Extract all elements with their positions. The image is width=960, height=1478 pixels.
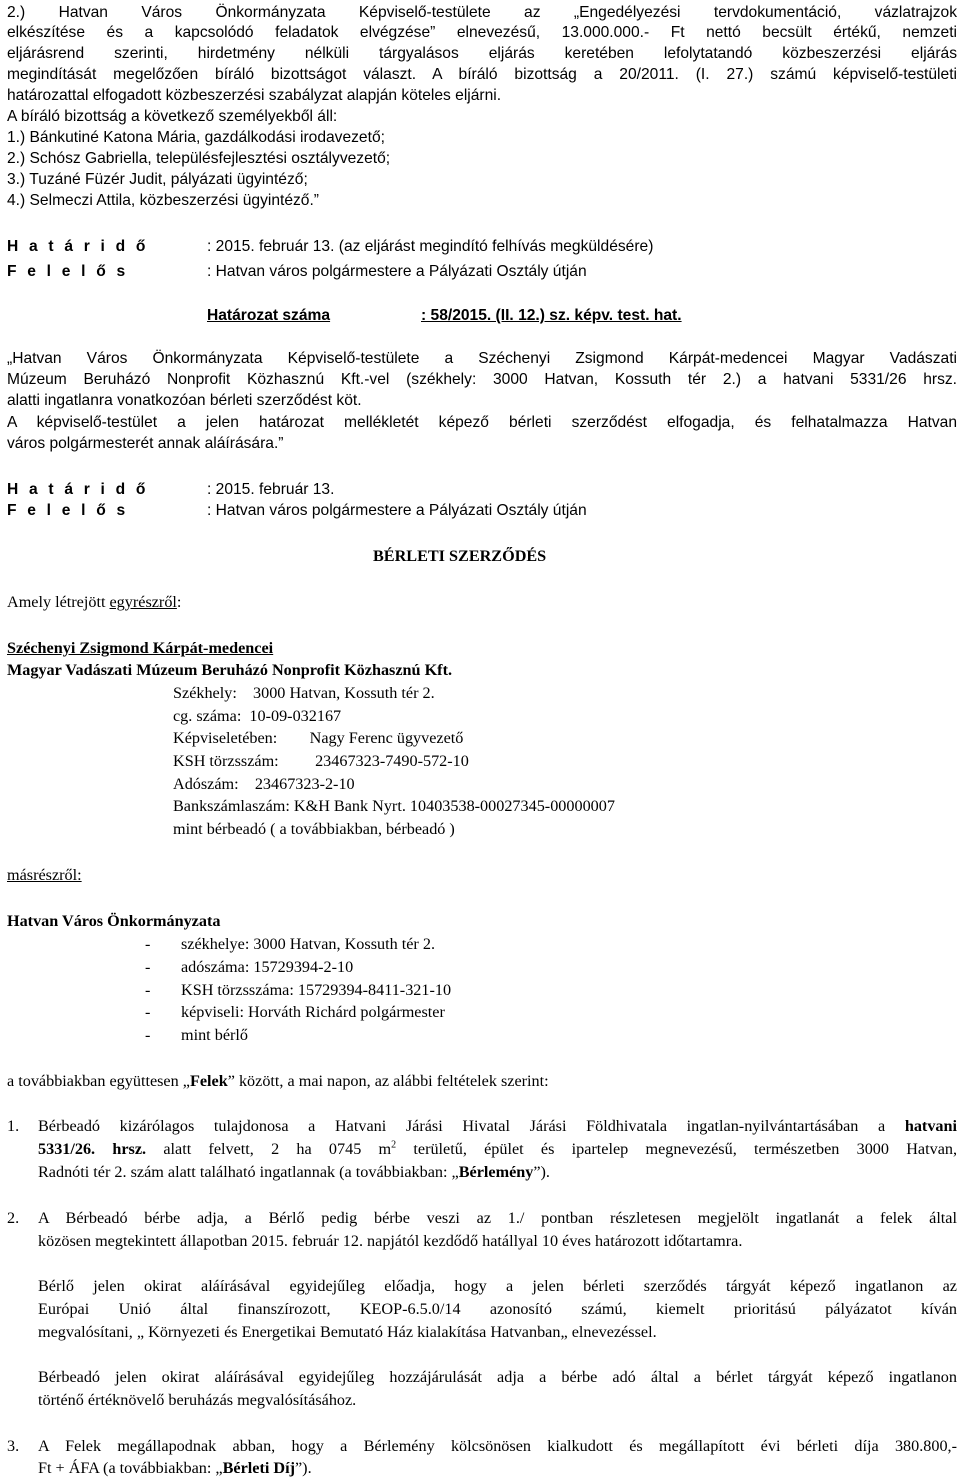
resolution-line-3: alatti ingatlanra vonatkozóan bérleti szerződést köt.	[7, 392, 362, 409]
item-3-line-1: A Felek megállapodnak abban, hogy a Bérlemény kölcsönösen kialkudott és megállapított évi bérleti díja 380.800,-	[38, 1437, 957, 1455]
committee-member-3: 3.) Tuzáné Füzér Judit, pályázati ügyintéző;	[7, 171, 308, 188]
section2-line-2: elkészítése és a kapcsolódó feladatok elvégzése” elnevezésű, 13.000.000.- Ft nettó becsült értékű, nemzeti	[7, 24, 957, 41]
resolution-line-2: Múzeum Beruházó Nonprofit Közhasznú Kft.-vel (székhely: 3000 Hatvan, Kossuth tér 2.) a hatvani 5331/26 hrsz.	[7, 371, 957, 388]
party1-ksh: KSH törzsszám: 23467323-7490-572-10	[173, 752, 469, 770]
item-2-para3-line-2: történő értéknövelő beruházás megvalósításához.	[38, 1391, 357, 1409]
item-2-number: 2.	[7, 1209, 20, 1227]
section2-line-1: 2.) Hatvan Város Önkormányzata Képviselő-testülete az „Engedélyezési tervdokumentáció, vázlatrajzok	[7, 4, 957, 21]
party2-dash-5: -	[145, 1026, 151, 1044]
party1-company-reg: cg. száma: 10-09-032167	[173, 707, 342, 725]
item-1-line-2	[38, 1139, 957, 1161]
responsible-label-2: F e l e l ő s	[7, 502, 129, 519]
item-1-line-1	[38, 1116, 957, 1136]
party1-role: mint bérbeadó ( a továbbiakban, bérbeadó )	[173, 820, 455, 838]
party2-role: mint bérlő	[181, 1026, 248, 1044]
responsible-value-1: : Hatvan város polgármestere a Pályázati Osztály útján	[207, 263, 587, 280]
deadline-label-1: H a t á r i d ő	[7, 238, 149, 255]
party1-bank: Bankszámlaszám: K&H Bank Nyrt. 10403538-00027345-00000007	[173, 797, 615, 815]
party2-dash-2: -	[145, 958, 151, 976]
party2-dash-1: -	[145, 935, 151, 953]
deadline-label-2: H a t á r i d ő	[7, 481, 149, 498]
contract-title: BÉRLETI SZERZŐDÉS	[373, 547, 547, 565]
deadline-value-1: : 2015. február 13. (az eljárást megindító felhívás megküldésére)	[207, 238, 654, 255]
resolution-number-value: : 58/2015. (II. 12.) sz. képv. test. hat.	[421, 307, 682, 324]
item-1-line-3	[38, 1162, 550, 1182]
item-1-line-1-bold: hatvani	[904, 1117, 957, 1135]
item-1-superscript: 2	[391, 1139, 397, 1151]
item-2-para3-line-1: Bérbeadó jelen okirat aláírásával egyidejűleg hozzájárulását adja a bérbe adó által a bérlet tárgyát képező ingatlanon	[38, 1368, 957, 1386]
party2-dash-4: -	[145, 1003, 151, 1021]
item-2-para2-line-3: megvalósítani, „ Környezeti és Energetikai Bemutató Ház kialakítása Hatvanban„ elnevezéssel.	[38, 1323, 657, 1341]
item-1-line-3-bold: Bérlemény	[458, 1163, 534, 1181]
resolution-line-5: város polgármesterét annak aláírására.”	[7, 435, 284, 452]
item-1-line-3-pre: Radnóti tér 2. szám alatt található ingatlannak (a továbbiakban: „	[38, 1163, 459, 1181]
together-clause	[7, 1071, 549, 1091]
item-1-area: alatt felvett, 2 ha 0745 m	[163, 1140, 392, 1158]
committee-member-4: 4.) Selmeczi Attila, közbeszerzési ügyintéző.”	[7, 192, 320, 209]
resolution-number-label: Határozat száma	[207, 307, 331, 324]
party2-name: Hatvan Város Önkormányzata	[7, 912, 221, 930]
resolution-line-4: A képviselő-testület a jelen határozat mellékletét képező bérleti szerződést elfogadja, és felhatalmazza Hatvan	[7, 414, 957, 431]
deadline-value-2: : 2015. február 13.	[207, 481, 335, 498]
party2-dash-3: -	[145, 981, 151, 999]
party2-intro: másrészről:	[7, 866, 82, 884]
resolution-line-1: „Hatvan Város Önkormányzata Képviselő-testülete a Széchenyi Zsigmond Kárpát-medencei Magyar Vadászati	[7, 350, 957, 367]
item-2-line-1: A Bérbeadó bérbe adja, a Bérlő pedig bérbe veszi az 1./ pontban részletesen megjelölt ingatlanát a felek által	[38, 1209, 957, 1227]
party2-seat: székhelye: 3000 Hatvan, Kossuth tér 2.	[181, 935, 435, 953]
item-3-number: 3.	[7, 1437, 20, 1455]
party1-representative: Képviseletében: Nagy Ferenc ügyvezető	[173, 729, 464, 747]
party1-seat: Székhely: 3000 Hatvan, Kossuth tér 2.	[173, 684, 435, 702]
together-bold: Felek	[189, 1072, 228, 1090]
party2-representative: képviseli: Horváth Richárd polgármester	[181, 1003, 445, 1021]
party1-intro-underlined: egyrészről	[109, 593, 177, 611]
section2-line-3: eljárásrend szerinti, hirdetmény nélküli tárgyalásos eljárás keretében lefolytatandó közbeszerzési eljárás	[7, 45, 957, 62]
item-2-line-2: közösen megtekintett állapotban 2015. február 12. napjától kezdődő hatállyal 10 éves határozott időtartamra.	[38, 1232, 743, 1250]
party1-tax: Adószám: 23467323-2-10	[173, 775, 355, 793]
item-1-line-2-text: területű, épület és ipartelep megnevezésű, természetben 3000 Hatvan,	[413, 1140, 957, 1158]
party1-intro: Amely létrejött egyrészről:	[7, 593, 182, 611]
party2-tax: adószáma: 15729394-2-10	[181, 958, 354, 976]
item-1-line-3-post: ”).	[533, 1163, 550, 1181]
party1-name-line-2: Magyar Vadászati Múzeum Beruházó Nonprofit Közhasznú Kft.	[7, 661, 453, 679]
section2-line-4: megindítását megelőzően bíráló bizottságot választ. A bíráló bizottság a 20/2011. (I. 27.) számú képviselő-testületi	[7, 66, 957, 83]
party1-name-line-1: Széchenyi Zsigmond Kárpát-medencei	[7, 639, 274, 657]
item-2-para2-line-1: Bérlő jelen okirat aláírásával egyidejűleg előadja, hogy a jelen bérleti szerződés tárgyát képező ingatlanon az	[38, 1277, 957, 1295]
committee-member-1: 1.) Bánkutiné Katona Mária, gazdálkodási irodavezető;	[7, 129, 385, 146]
item-1-number: 1.	[7, 1117, 20, 1135]
committee-member-2: 2.) Schósz Gabriella, településfejlesztési osztályvezető;	[7, 150, 391, 167]
item-3-line-2-pre: Ft + ÁFA (a továbbiakban: „	[38, 1459, 223, 1477]
together-pre: a továbbiakban együttesen „	[7, 1072, 190, 1090]
together-post: ” között, a mai napon, az alábbi feltételek szerint:	[227, 1072, 549, 1090]
item-2-para2-line-2: Európai Unió által finanszírozott, KEOP-6.5.0/14 azonosító számú, kiemelt prioritású pályázatot kíván	[38, 1300, 957, 1318]
item-3-line-2-bold: Bérleti Díj	[222, 1459, 295, 1477]
item-3-line-2-post: ”).	[295, 1459, 312, 1477]
party2-ksh: KSH törzsszáma: 15729394-8411-321-10	[181, 981, 452, 999]
responsible-value-2: : Hatvan város polgármestere a Pályázati Osztály útján	[207, 502, 587, 519]
section2-line-5: határozattal elfogadott közbeszerzési szabályzat alapján köteles eljárni.	[7, 87, 502, 104]
item-3-line-2	[38, 1458, 312, 1478]
item-1-parcel: 5331/26. hrsz.	[38, 1140, 147, 1158]
committee-intro: A bíráló bizottság a következő személyekből áll:	[7, 108, 338, 125]
item-1-line-1-text: Bérbeadó kizárólagos tulajdonosa a Hatvani Járási Hivatal Járási Földhivatala ingatlan-nyilvántartásában a	[38, 1117, 886, 1135]
responsible-label-1: F e l e l ő s	[7, 263, 129, 280]
